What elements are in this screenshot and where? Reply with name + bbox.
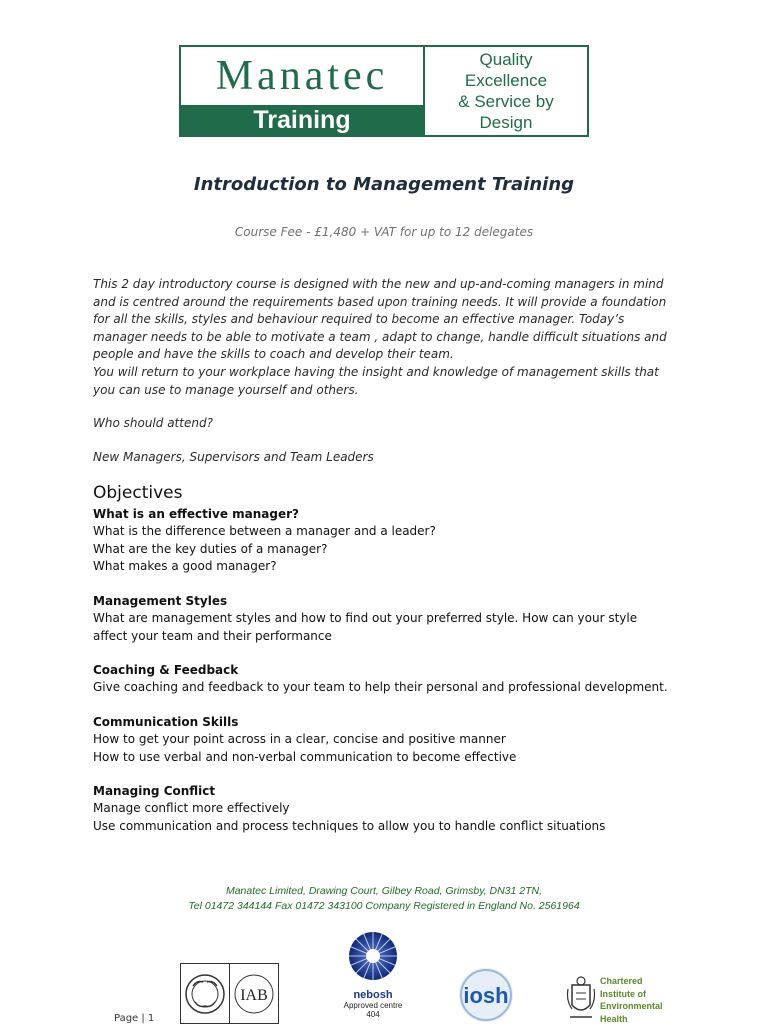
cieh-crest-icon (566, 975, 596, 1024)
section-heading: What is an effective manager? (93, 507, 299, 521)
section-line: Use communication and process techniques to allow you to handle conflict situations (93, 818, 606, 833)
logo-slogan: Quality Excellence & Service by Design (458, 50, 554, 132)
nebosh-approved: Approved centre (343, 1001, 403, 1010)
certification-logo (180, 963, 279, 1024)
logo-brand-name: Manatec (215, 53, 389, 99)
nebosh-logo (336, 927, 410, 1024)
course-fee: Course Fee - £1,480 + VAT for up to 12 delegates (234, 225, 534, 239)
iab-logo-icon (229, 964, 278, 1023)
section-line: Give coaching and feedback to your team to help their personal and professional development. (93, 680, 668, 695)
who-should-attend-label: Who should attend? (93, 416, 213, 430)
section-heading: Management Styles (93, 594, 228, 608)
cieh-logo (566, 975, 676, 1024)
intro-text (93, 276, 678, 399)
iosh-text: iosh (463, 983, 509, 1008)
nebosh-globe-icon (343, 927, 403, 985)
managing-conflict-section (93, 783, 693, 835)
objectives-section (93, 506, 693, 576)
section-line: How to use verbal and non-verbal communication to become effective (93, 749, 517, 764)
page-number: Page | 1 (114, 1013, 155, 1024)
section-heading: Communication Skills (93, 715, 239, 729)
section-line: Manage conflict more effectively (93, 801, 290, 816)
attendees-text: New Managers, Supervisors and Team Leaders (93, 450, 374, 464)
logo-training-bar: Training (181, 105, 423, 135)
section-heading: Managing Conflict (93, 784, 216, 798)
footer-contact-line: Tel 01472 344144 Fax 01472 343100 Company Registered in England No. 2561964 (188, 900, 580, 912)
section-heading: Coaching & Feedback (93, 663, 239, 677)
iab-text: IAB (240, 986, 268, 1004)
intro-paragraph-2: You will return to your workplace having the insight and knowledge of management skills that you can use to manage yourself and others. (93, 364, 659, 397)
objectives-heading: Objectives (93, 483, 183, 503)
section-line: What are the key duties of a manager? (93, 541, 328, 556)
section-line: What is the difference between a manager and a leader? (93, 524, 436, 539)
section-line: What are management styles and how to find out your preferred style. How can your style affect your team and their performance (93, 611, 638, 643)
cqs-seal-icon (181, 964, 229, 1023)
management-styles-section (93, 593, 668, 645)
section-line: What makes a good manager? (93, 559, 277, 574)
communication-skills-section (93, 714, 693, 766)
footer-address-line: Manatec Limited, Drawing Court, Gilbey Road, Grimsby, DN31 2TN, (225, 885, 543, 897)
footer-address (0, 884, 768, 914)
manatec-logo (179, 45, 589, 137)
nebosh-number: 404 (366, 1010, 380, 1019)
document-title: Introduction to Management Training (193, 174, 575, 195)
cieh-name: Chartered Institute of Environmental Health (600, 976, 663, 1024)
coaching-feedback-section (93, 662, 693, 697)
section-line: How to get your point across in a clear, concise and positive manner (93, 732, 506, 747)
nebosh-name: nebosh (353, 989, 393, 1001)
intro-paragraph-1: This 2 day introductory course is designed with the new and up-and-coming managers in mind and is centred around the requirements based upon training needs. It will provide a foundation for all the skills, styles and behaviour required to become an effective manager. Today’s manager needs to be able to motivate a team , adapt to change, handle difficult situations and people and have the skills to coach and develop their team. (93, 277, 667, 362)
iosh-logo (455, 966, 517, 1024)
logo-left-panel (181, 47, 425, 135)
